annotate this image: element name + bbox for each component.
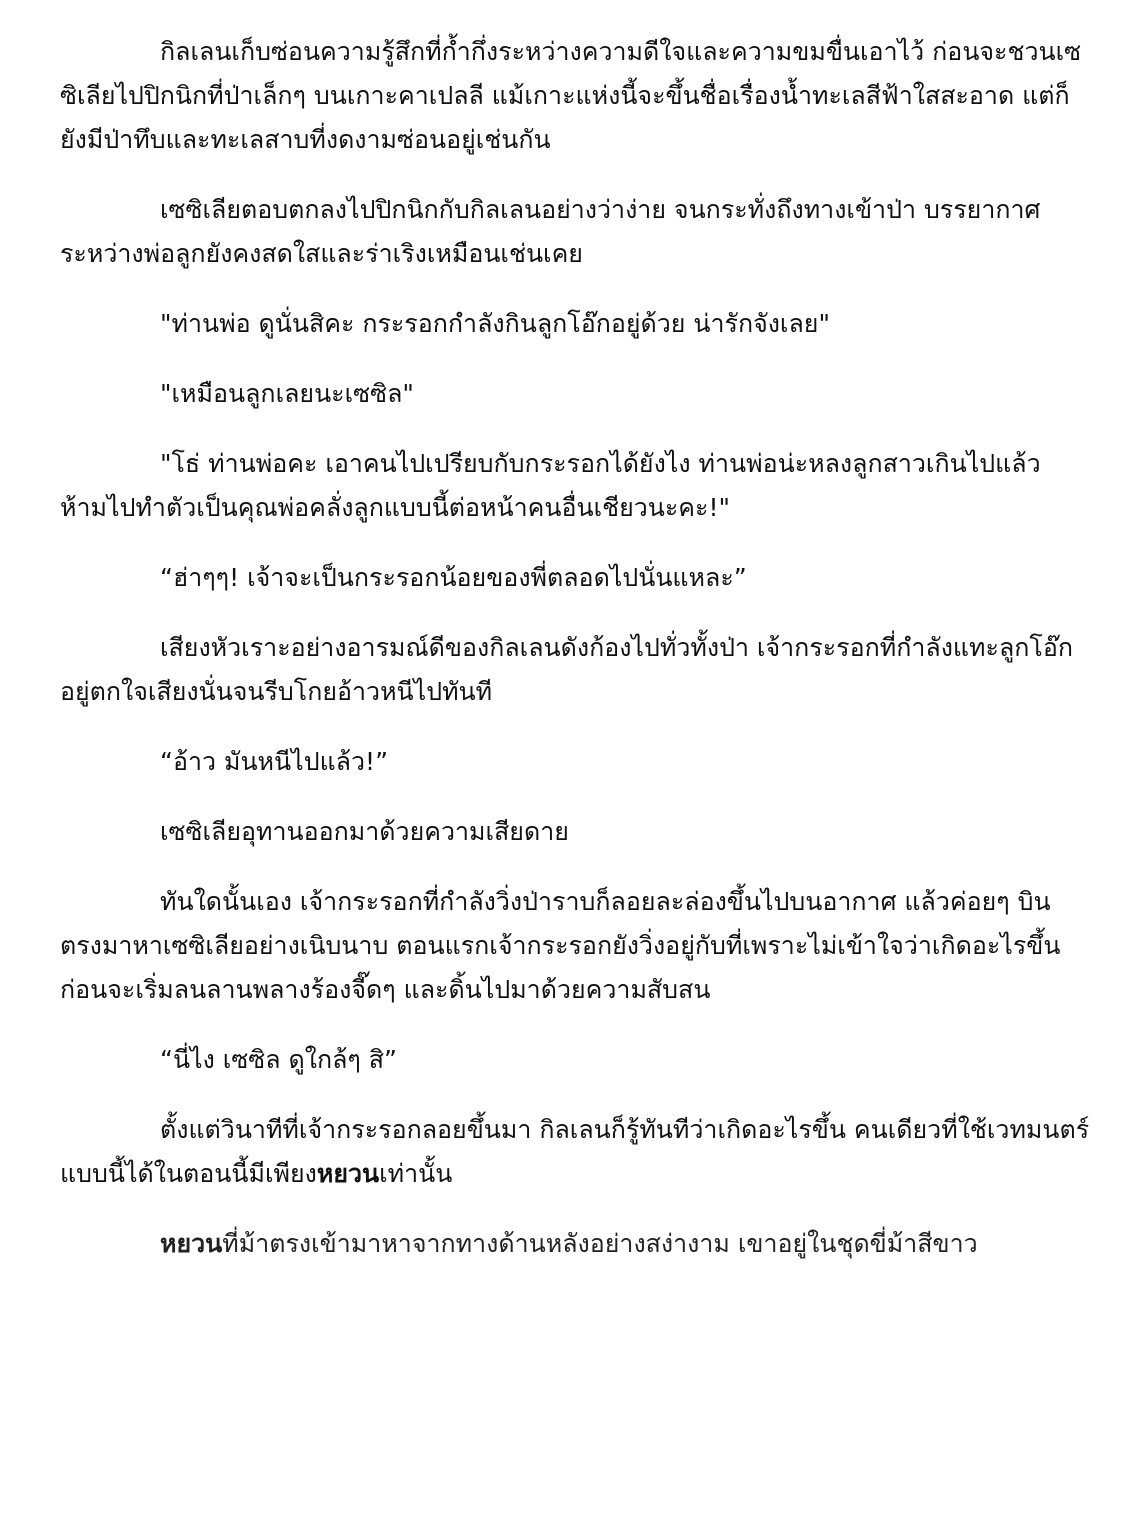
paragraph (60, 626, 1092, 714)
dialogue-line (60, 372, 1092, 416)
dialogue-line (60, 1038, 1092, 1082)
paragraph-text: ที่ม้าตรงเข้ามาหาจากทางด้านหลังอย่างสง่างาม เขาอยู่ในชุดขี่ม้าสีขาว (222, 1229, 978, 1258)
dialogue-line (60, 740, 1092, 784)
paragraph (60, 880, 1092, 1012)
bold-name: หยวน (160, 1229, 223, 1258)
dialogue-line (60, 442, 1092, 530)
dialogue-line (60, 302, 1092, 346)
paragraph-text: “อ้าว มันหนีไปแล้ว!” (160, 747, 389, 776)
paragraph-text: เสียงหัวเราะอย่างอารมณ์ดีของกิลเลนดังก้องไปทั่วทั้งป่า เจ้ากระรอกที่กำลังแทะลูกโอ๊กอยู่ตกใจเสียงนั่นจนรีบโกยอ้าวหนีไปทันที (60, 633, 1073, 706)
paragraph (60, 810, 1092, 854)
document-body (60, 0, 1092, 1292)
paragraph (60, 188, 1092, 276)
paragraph (60, 30, 1092, 162)
paragraph-text: กิลเลนเก็บซ่อนความรู้สึกที่ก้ำกึ่งระหว่างความดีใจและความขมขื่นเอาไว้ ก่อนจะชวนเซซิเลียไปปิกนิกที่ป่าเล็กๆ บนเกาะคาเปลลี แม้เกาะแห่งนี้จะขึ้นชื่อเรื่องน้ำทะเลสีฟ้าใสสะอาด แต่ก็ยังมีป่าทึบและทะเลสาบที่งดงามซ่อนอยู่เช่นกัน (60, 37, 1082, 154)
paragraph-text: ทันใดนั้นเอง เจ้ากระรอกที่กำลังวิ่งป่าราบก็ลอยละล่องขึ้นไปบนอากาศ แล้วค่อยๆ บินตรงมาหาเซซิเลียอย่างเนิบนาบ ตอนแรกเจ้ากระรอกยังวิ่งอยู่กับที่เพราะไม่เข้าใจว่าเกิดอะไรขึ้น ก่อนจะเริ่มลนลานพลางร้องจี๊ดๆ และดิ้นไปมาด้วยความสับสน (60, 887, 1061, 1004)
paragraph-text: “นี่ไง เซซิล ดูใกล้ๆ สิ” (160, 1045, 397, 1074)
paragraph-text: "โธ่ ท่านพ่อคะ เอาคนไปเปรียบกับกระรอกได้ยังไง ท่านพ่อน่ะหลงลูกสาวเกินไปแล้ว ห้ามไปทำตัวเป็นคุณพ่อคลั่งลูกแบบนี้ต่อหน้าคนอื่นเชียวนะคะ!" (60, 449, 1041, 522)
paragraph-text: ตั้งแต่วินาทีที่เจ้ากระรอกลอยขึ้นมา กิลเลนก็รู้ทันทีว่าเกิดอะไรขึ้น คนเดียวที่ใช้เวทมนตร์แบบนี้ได้ในตอนนี้มีเพียง (60, 1115, 1090, 1188)
paragraph (60, 1108, 1092, 1196)
dialogue-line (60, 556, 1092, 600)
paragraph-text: เท่านั้น (379, 1159, 453, 1188)
paragraph-text: เซซิเลียตอบตกลงไปปิกนิกกับกิลเลนอย่างว่าง่าย จนกระทั่งถึงทางเข้าป่า บรรยากาศระหว่างพ่อลูกยังคงสดใสและร่าเริงเหมือนเช่นเคย (60, 195, 1041, 268)
paragraph-text: “ฮ่าๆๆ! เจ้าจะเป็นกระรอกน้อยของพี่ตลอดไปนั่นแหละ” (160, 563, 747, 592)
paragraph (60, 0, 1092, 4)
paragraph-text: "ท่านพ่อ ดูนั่นสิคะ กระรอกกำลังกินลูกโอ๊กอยู่ด้วย น่ารักจังเลย" (160, 309, 830, 338)
paragraph-text: "เหมือนลูกเลยนะเซซิล" (160, 379, 414, 408)
bold-name: หยวน (316, 1159, 380, 1188)
paragraph-text: เซซิเลียอุทานออกมาด้วยความเสียดาย (160, 817, 569, 846)
paragraph (60, 1222, 1092, 1266)
